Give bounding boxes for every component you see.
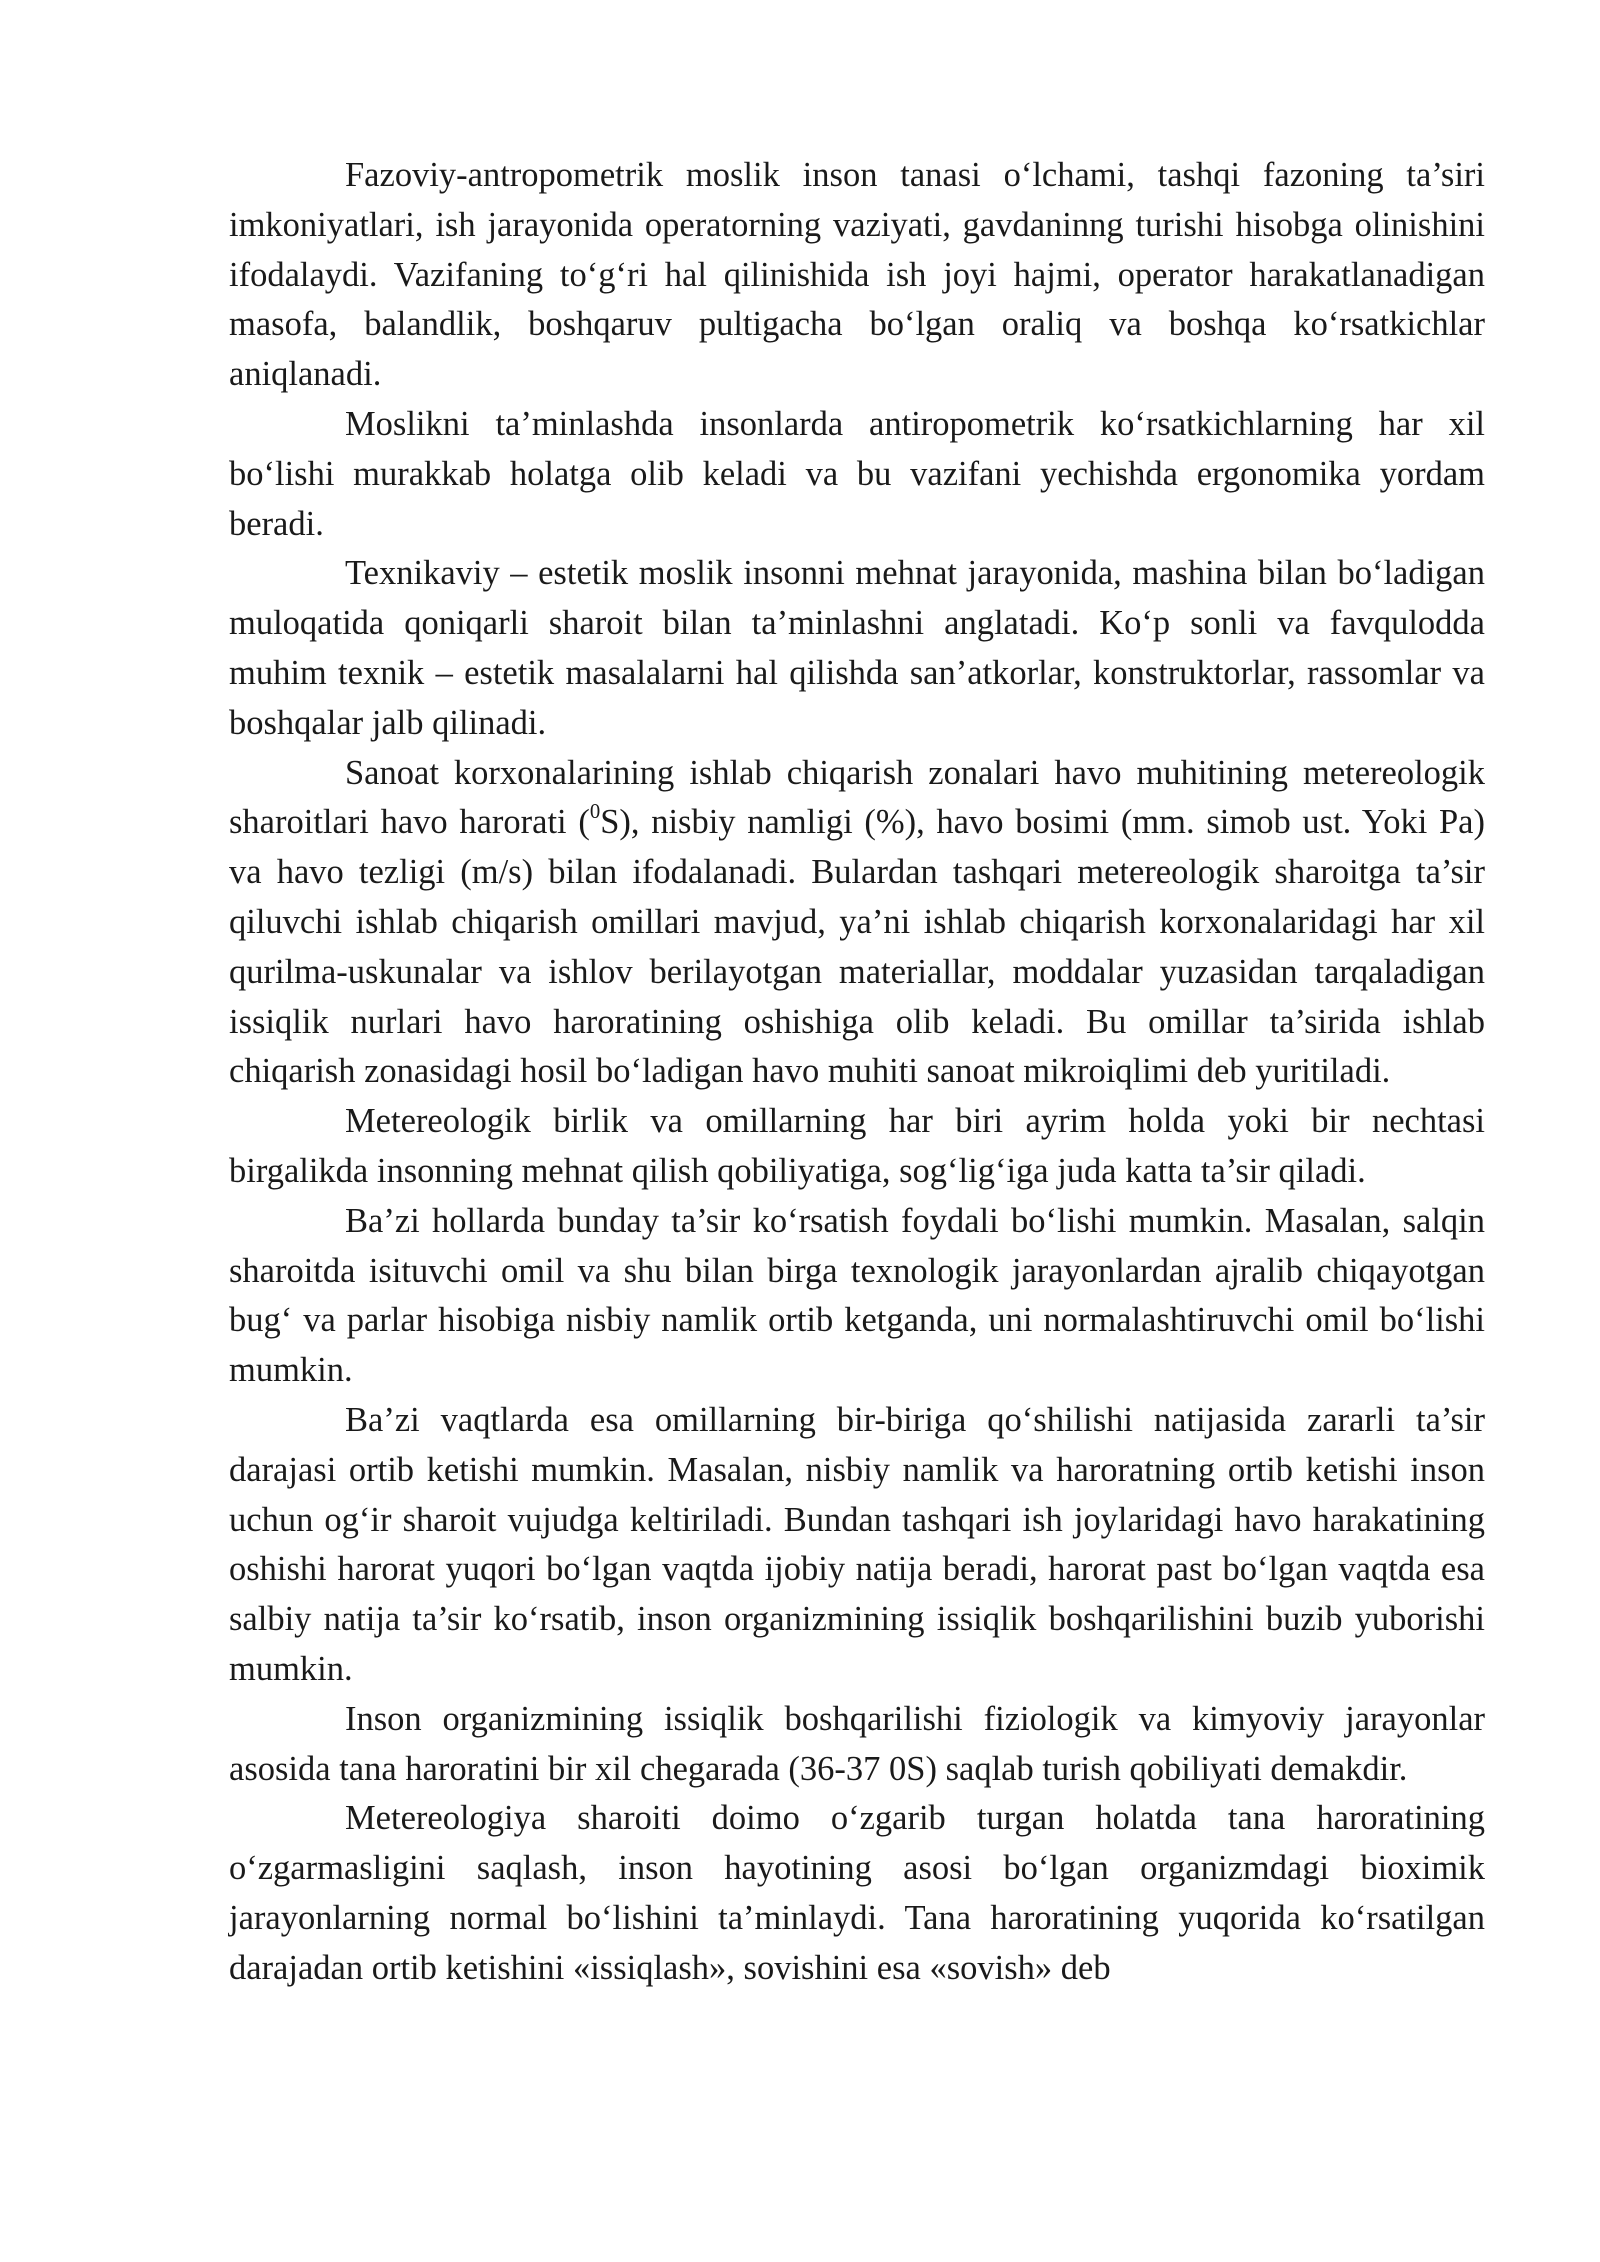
paragraph-text-part: Sanoat korxonalarining ishlab chiqarish zonalari havo muhitining metereologik sharoitlari havo harorati ( xyxy=(229,753,1485,842)
paragraph-technical-aesthetic: Texnikaviy – estetik moslik insonni mehnat jarayonida, mashina bilan bo‘ladigan muloqatida qoniqarli sharoit bilan ta’minlashni anglatadi. Ko‘p sonli va favqulodda muhim texnik – estetik masalalarni hal qilishda san’atkorlar, konstruktorlar, rassomlar va boshqalar jalb qilinadi. xyxy=(229,554,1485,742)
body-text xyxy=(229,151,1485,1993)
paragraph-beneficial-effects: Ba’zi hollarda bunday ta’sir ko‘rsatish foydali bo‘lishi mumkin. Masalan, salqin sharoitda isituvchi omil va shu bilan birga texnologik jarayonlardan ajralib chiqayotgan bug‘ va parlar hisobiga nisbiy namlik ortib ketganda, uni normalashtiruvchi omil bo‘lishi mumkin. xyxy=(229,1201,1485,1390)
paragraph-thermoregulation: Inson organizmining issiqlik boshqarilishi fiziologik va kimyoviy jarayonlar asosida tana haroratini bir xil chegarada (36-37 0S) saqlab turish qobiliyati demakdir. xyxy=(229,1699,1485,1788)
degree-superscript: 0 xyxy=(589,800,601,823)
paragraph-meteorological-conditions xyxy=(229,749,1485,1098)
paragraph-harmful-effects: Ba’zi vaqtlarda esa omillarning bir-biriga qo‘shilishi natijasida zararli ta’sir darajasi ortib ketishi mumkin. Masalan, nisbiy namlik va haroratning ortib ketishi inson uchun og‘ir sharoit vujudga keltiriladi. Bundan tashqari ish joylaridagi havo harakatining oshishi harorat yuqori bo‘lgan vaqtda ijobiy natija beradi, harorat past bo‘lgan vaqtda esa salbiy natija ta’sir ko‘rsatib, inson organizmining issiqlik boshqarilishini buzib yuborishi mumkin. xyxy=(229,1400,1485,1688)
paragraph-meteorological-factors: Metereologik birlik va omillarning har biri ayrim holda yoki bir nechtasi birgalikda insonning mehnat qilish qobiliyatiga, sog‘lig‘iga juda katta ta’sir qiladi. xyxy=(229,1102,1485,1190)
paragraph-text-part: S), nisbiy namligi (%), havo bosimi (mm. simob ust. Yoki Pa) va havo tezligi (m/s) bilan ifodalanadi. Bulardan tashqari metereologik sharoitga ta’sir qiluvchi ishlab chiqarish omillari mavjud, ya’ni ishlab chiqarish korxonalaridagi har xil qurilma-uskunalar va ishlov berilayotgan materiallar, moddalar yuzasidan tarqaladigan issiqlik nurlari havo haroratining oshishiga olib keladi. Bu omillar ta’sirida ishlab chiqarish zonasidagi hosil bo‘ladigan havo muhiti sanoat mikroiqlimi deb yuritiladi. xyxy=(229,803,1485,1091)
paragraph-spatial-anthropometric: Fazoviy-antropometrik moslik inson tanasi o‘lchami, tashqi fazoning ta’siri imkoniyatlari, ish jarayonida operatorning vaziyati, gavdaninng turishi hisobga olinishini ifodalaydi. Vazifaning to‘g‘ri hal qilinishida ish joyi hajmi, operator harakatlanadigan masofa, balandlik, boshqaruv pultigacha bo‘lgan oraliq va boshqa ko‘rsatkichlar aniqlanadi. xyxy=(229,156,1485,394)
paragraph-body-temperature: Metereologiya sharoiti doimo o‘zgarib turgan holatda tana haroratining o‘zgarmasligini saqlash, inson hayotining asosi bo‘lgan organizmdagi bioximik jarayonlarning normal bo‘lishini ta’minlaydi. Tana haroratining yuqorida ko‘rsatilgan darajadan ortib ketishini «issiqlash», sovishini esa «sovish» deb xyxy=(229,1799,1485,1987)
paragraph-compatibility-ergonomics: Moslikni ta’minlashda insonlarda antiropometrik ko‘rsatkichlarning har xil bo‘lishi murakkab holatga olib keladi va bu vazifani yechishda ergonomika yordam beradi. xyxy=(229,404,1485,543)
